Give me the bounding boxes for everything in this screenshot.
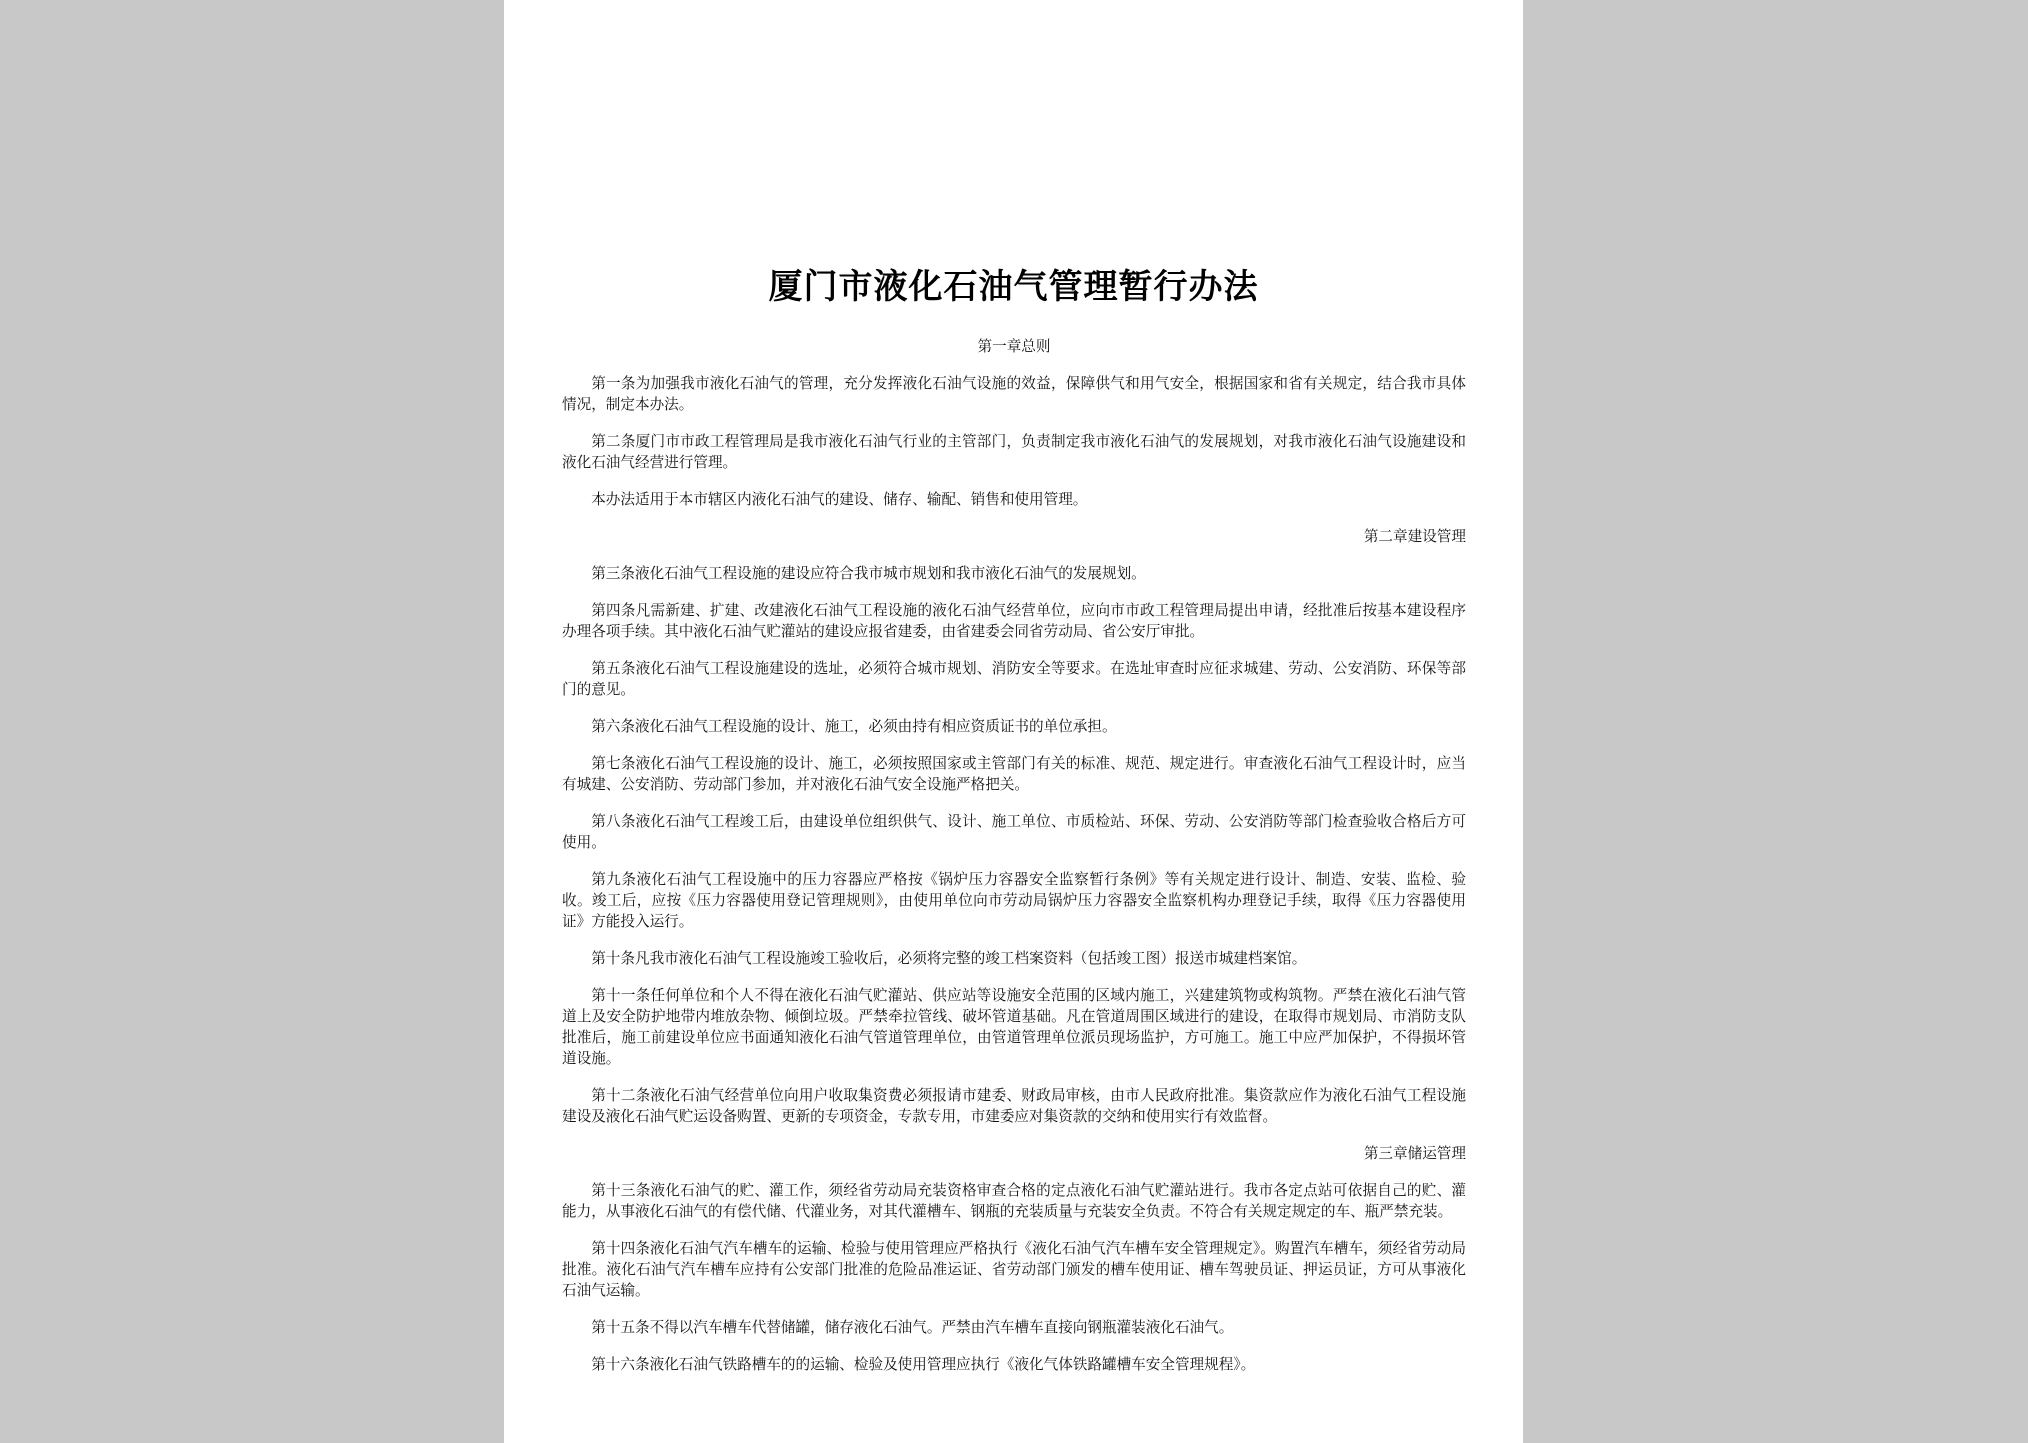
document-title: 厦门市液化石油气管理暂行办法	[768, 267, 1259, 307]
document-body	[562, 336, 1466, 1391]
article-paragraph: 第二条厦门市市政工程管理局是我市液化石油气行业的主管部门，负责制定我市液化石油气的发展规划，对我市液化石油气设施建设和液化石油气经营进行管理。	[562, 433, 1466, 471]
chapter-heading: 第二章建设管理	[1363, 528, 1466, 545]
article-paragraph: 第四条凡需新建、扩建、改建液化石油气工程设施的液化石油气经营单位，应向市市政工程管理局提出申请，经批准后按基本建设程序办理各项手续。其中液化石油气贮灌站的建设应报省建委，由省建委会同省劳动局、省公安厅审批。	[562, 602, 1466, 640]
article-paragraph: 第六条液化石油气工程设施的设计、施工，必须由持有相应资质证书的单位承担。	[591, 718, 1117, 735]
article-paragraph: 第一条为加强我市液化石油气的管理，充分发挥液化石油气设施的效益，保障供气和用气安全，根据国家和省有关规定，结合我市具体情况，制定本办法。	[562, 375, 1466, 413]
article-paragraph: 第十三条液化石油气的贮、灌工作，须经省劳动局充装资格审查合格的定点液化石油气贮灌站进行。我市各定点站可依据自己的贮、灌能力，从事液化石油气的有偿代储、代灌业务，对其代灌槽车、钢瓶的充装质量与充装安全负责。不符合有关规定规定的车、瓶严禁充装。	[562, 1182, 1466, 1220]
chapter-heading: 第三章储运管理	[1363, 1145, 1466, 1162]
document-page	[504, 0, 1523, 1443]
article-paragraph: 第七条液化石油气工程设施的设计、施工，必须按照国家或主管部门有关的标准、规范、规定进行。审查液化石油气工程设计时，应当有城建、公安消防、劳动部门参加，并对液化石油气安全设施严格把关。	[562, 755, 1466, 793]
article-paragraph: 第十四条液化石油气汽车槽车的运输、检验与使用管理应严格执行《液化石油气汽车槽车安全管理规定》。购置汽车槽车，须经省劳动局批准。液化石油气汽车槽车应持有公安部门批准的危险品准运证、省劳动部门颁发的槽车使用证、槽车驾驶员证、押运员证，方可从事液化石油气运输。	[562, 1240, 1466, 1299]
article-paragraph: 第八条液化石油气工程竣工后，由建设单位组织供气、设计、施工单位、市质检站、环保、劳动、公安消防等部门检查验收合格后方可使用。	[562, 813, 1466, 851]
article-paragraph: 第十六条液化石油气铁路槽车的的运输、检验及使用管理应执行《液化气体铁路罐槽车安全管理规程》。	[591, 1356, 1256, 1373]
article-paragraph: 第九条液化石油气工程设施中的压力容器应严格按《锅炉压力容器安全监察暂行条例》等有关规定进行设计、制造、安装、监检、验收。竣工后，应按《压力容器使用登记管理规则》，由使用单位向市劳动局锅炉压力容器安全监察机构办理登记手续，取得《压力容器使用证》方能投入运行。	[562, 871, 1466, 930]
article-paragraph: 第十一条任何单位和个人不得在液化石油气贮灌站、供应站等设施安全范围的区域内施工，兴建建筑物或构筑物。严禁在液化石油气管道上及安全防护地带内堆放杂物、倾倒垃圾。严禁牵拉管线、破坏管道基础。凡在管道周围区域进行的建设，在取得市规划局、市消防支队批准后，施工前建设单位应书面通知液化石油气管道管理单位，由管道管理单位派员现场监护，方可施工。施工中应严加保护，不得损坏管道设施。	[562, 987, 1466, 1067]
article-paragraph: 第五条液化石油气工程设施建设的选址，必须符合城市规划、消防安全等要求。在选址审查时应征求城建、劳动、公安消防、环保等部门的意见。	[562, 660, 1466, 698]
article-paragraph: 第十二条液化石油气经营单位向用户收取集资费必须报请市建委、财政局审核，由市人民政府批准。集资款应作为液化石油气工程设施建设及液化石油气贮运设备购置、更新的专项资金，专款专用，市建委应对集资款的交纳和使用实行有效监督。	[562, 1087, 1466, 1125]
article-paragraph: 本办法适用于本市辖区内液化石油气的建设、储存、输配、销售和使用管理。	[591, 491, 1088, 508]
article-paragraph: 第十条凡我市液化石油气工程设施竣工验收后，必须将完整的竣工档案资料（包括竣工图）报送市城建档案馆。	[591, 950, 1307, 967]
article-paragraph: 第十五条不得以汽车槽车代替储罐，储存液化石油气。严禁由汽车槽车直接向钢瓶灌装液化石油气。	[591, 1319, 1234, 1336]
article-paragraph: 第三条液化石油气工程设施的建设应符合我市城市规划和我市液化石油气的发展规划。	[591, 565, 1146, 582]
chapter-heading: 第一章总则	[977, 338, 1051, 355]
